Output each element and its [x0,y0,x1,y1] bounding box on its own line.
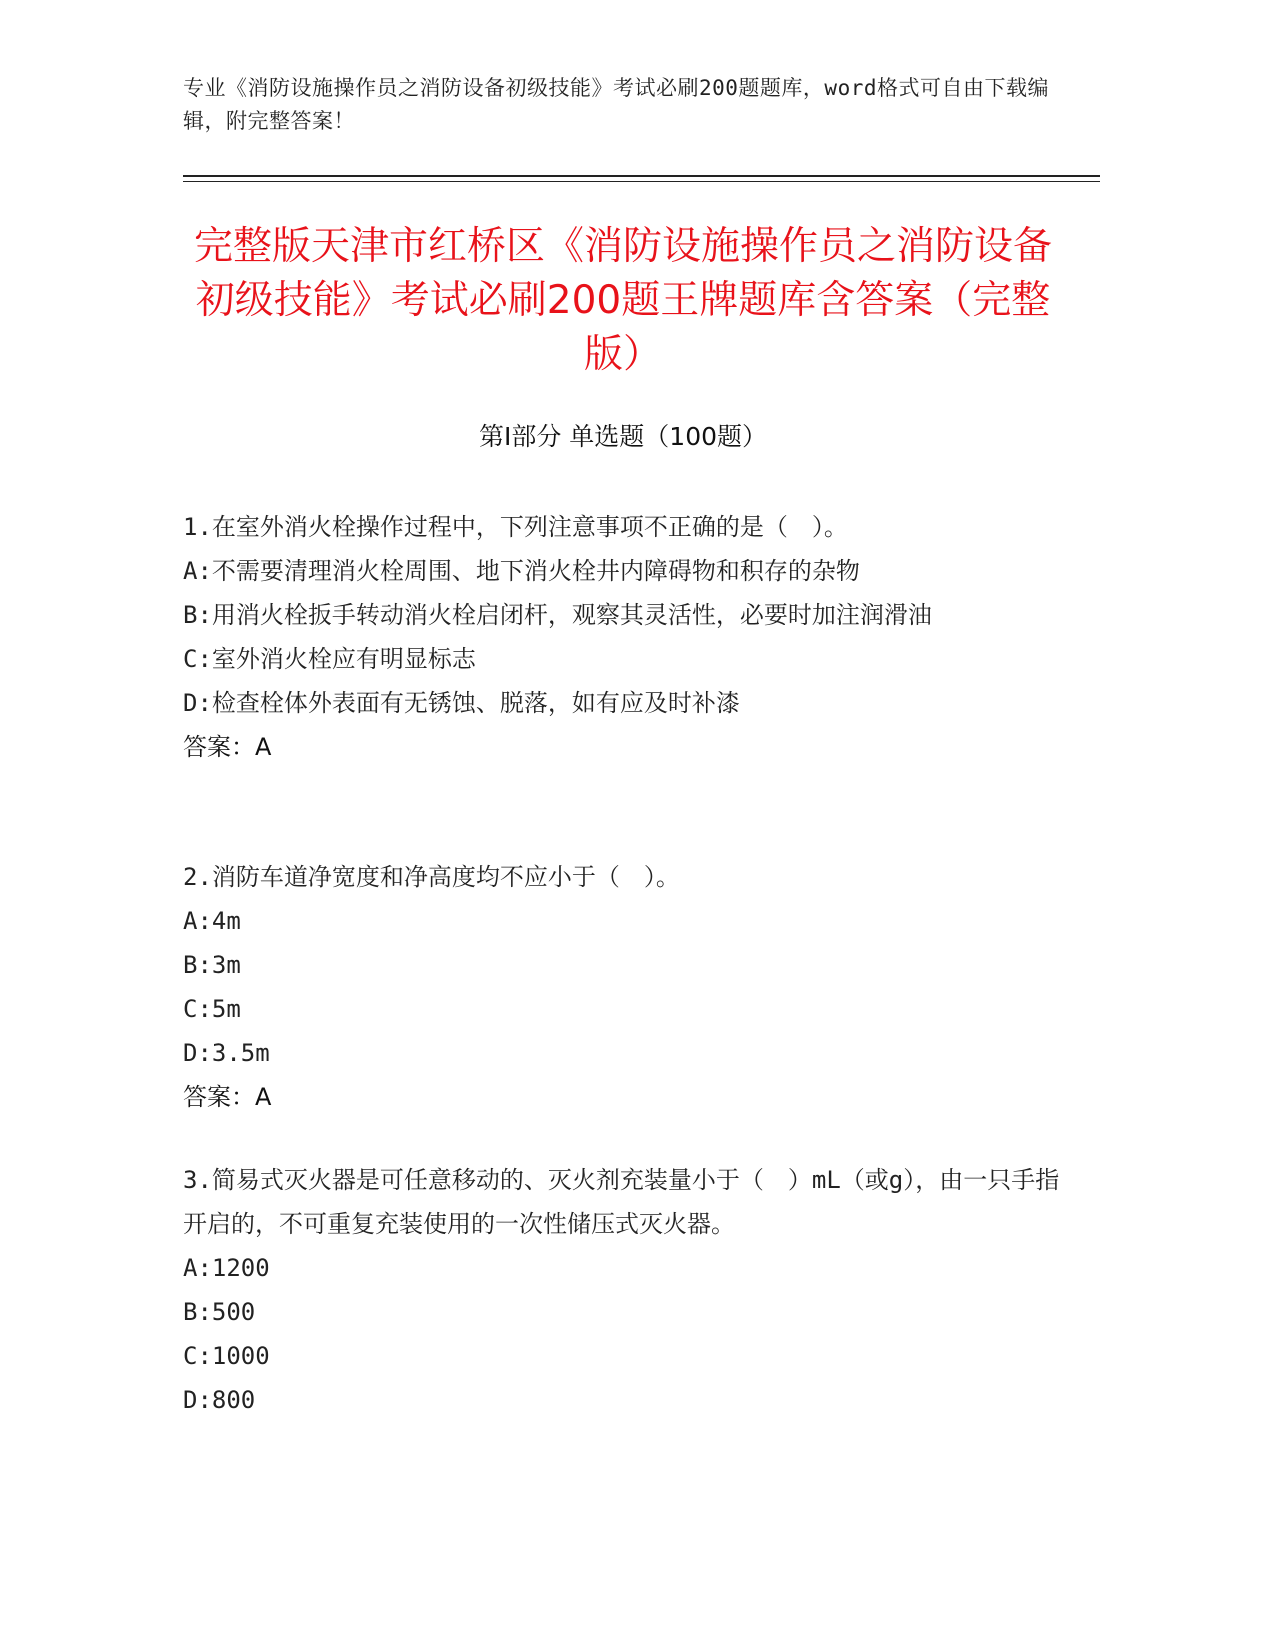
option-a: A:4m [183,907,241,935]
header-divider-thin [183,181,1100,182]
header-divider-thick [183,175,1100,177]
option-c: C:1000 [183,1342,270,1370]
question-2 [183,855,1063,1119]
header-note: 专业《消防设施操作员之消防设备初级技能》考试必刷200题题库，word格式可自由下载编辑，附完整答案！ [183,76,1049,133]
section-heading: 第Ⅰ部分 单选题（100题） [478,422,768,451]
option-d: D:800 [183,1386,256,1414]
question-3 [183,1158,1063,1422]
option-d: D:检查栓体外表面有无锈蚀、脱落，如有应及时补漆 [183,689,740,717]
option-d: D:3.5m [183,1039,270,1067]
option-b: B:500 [183,1298,256,1326]
answer-label: 答案：A [183,733,272,761]
document-title: 完整版天津市红桥区《消防设施操作员之消防设备初级技能》考试必刷200题王牌题库含答案（完整版） [193,224,1052,377]
question-1 [183,505,1063,769]
question-stem: 1.在室外消火栓操作过程中，下列注意事项不正确的是（ ）。 [183,513,848,541]
option-b: B:用消火栓扳手转动消火栓启闭杆，观察其灵活性，必要时加注润滑油 [183,601,932,629]
option-c: C:5m [183,995,241,1023]
answer-label: 答案：A [183,1083,272,1111]
option-a: A:不需要清理消火栓周围、地下消火栓井内障碍物和积存的杂物 [183,557,860,585]
option-c: C:室外消火栓应有明显标志 [183,645,476,673]
option-b: B:3m [183,951,241,979]
question-stem: 2.消防车道净宽度和净高度均不应小于（ ）。 [183,863,680,891]
option-a: A:1200 [183,1254,270,1282]
question-stem: 3.简易式灭火器是可任意移动的、灭火剂充装量小于（ ）mL（或g），由一只手指开启的，不可重复充装使用的一次性储压式灭火器。 [183,1166,1060,1238]
